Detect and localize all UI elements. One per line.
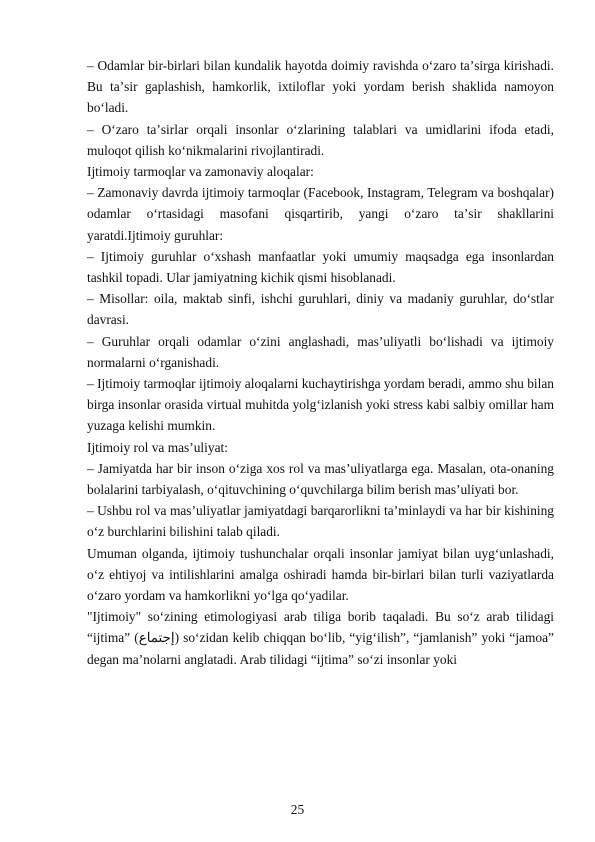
- paragraph-network-effects: – Ijtimoiy tarmoqlar ijtimoiy aloqalarni kuchaytirishga yordam beradi, ammo shu bilan birga insonlar orasida virtual muhitda yolgʻizlanish yoki stress kabi salbiy omillar ham yuzaga kelishi mumkin.: [87, 376, 554, 434]
- paragraph-group-examples: – Misollar: oila, maktab sinfi, ishchi guruhlari, diniy va madaniy guruhlar, doʻstlar davrasi.: [87, 291, 554, 328]
- paragraph-etymology: "Ijtimoiy" soʻzining etimologiyasi arab tiliga borib taqaladi. Bu soʻz arab tilidagi “ijtima” (إجتماع) soʻzidan kelib chiqqan boʻlib, “yigʻilish”, “jamlanish” yoki “jamoa” degan maʼnolarni anglatadi. Arab tilidagi “ijtima” soʻzi insonlar yoki: [87, 609, 554, 667]
- paragraph-social-groups: – Ijtimoiy guruhlar oʻxshash manfaatlar yoki umumiy maqsadga ega insonlardan tashkil topadi. Ular jamiyatning kichik qismi hisoblanadi.: [87, 248, 554, 286]
- heading-social-networks: Ijtimoiy tarmoqlar va zamonaviy aloqalar:: [87, 164, 314, 180]
- paragraph-modern-networks: – Zamonaviy davrda ijtimoiy tarmoqlar (Facebook, Instagram, Telegram va boshqalar) odamlar oʻrtasidagi masofani qisqartirib, yangi oʻzaro taʼsir shakllarini yaratdi.Ijtimoiy guruhlar:: [87, 185, 554, 243]
- paragraph-conclusion: Umuman olganda, ijtimoiy tushunchalar orqali insonlar jamiyat bilan uygʻunlashadi, oʻz ehtiyoj va intilishlarini amalga oshiradi hamda bir-birlari bilan turli vaziyatlarda oʻzaro yordam va hamkorlikni yoʻlga qoʻyadilar.: [87, 545, 554, 604]
- page-number: 25: [290, 802, 305, 817]
- paragraph-interaction-forms: – Odamlar bir-birlari bilan kundalik hayotda doimiy ravishda oʻzaro taʼsirga kirishadi. Bu taʼsir gaplashish, hamkorlik, ixtiloflar yoki yordam berish shaklida namoyon boʻladi.: [87, 58, 554, 116]
- paragraph-group-norms: – Guruhlar orqali odamlar oʻzini anglashadi, mas’uliyatli boʻlishadi va ijtimoiy normalarni oʻrganishadi.: [87, 333, 554, 370]
- paragraph-interaction-purpose: – Oʻzaro taʼsirlar orqali insonlar oʻzlarining talablari va umidlarini ifoda etadi, muloqot qilish koʻnikmalarini rivojlantiradi.: [87, 121, 554, 158]
- paragraph-role-examples: – Jamiyatda har bir inson oʻziga xos rol va mas’uliyatlarga ega. Masalan, ota-onaning bolalarini tarbiyalash, oʻqituvchining oʻquvchilarga bilim berish mas’uliyati bor.: [87, 460, 554, 498]
- heading-social-roles: Ijtimoiy rol va mas’uliyat:: [87, 439, 228, 455]
- paragraph-role-stability: – Ushbu rol va mas’uliyatlar jamiyatdagi barqarorlikni taʼminlaydi va har bir kishining oʻz burchlarini bilishini talab qiladi.: [87, 503, 554, 540]
- page-body: [87, 55, 554, 670]
